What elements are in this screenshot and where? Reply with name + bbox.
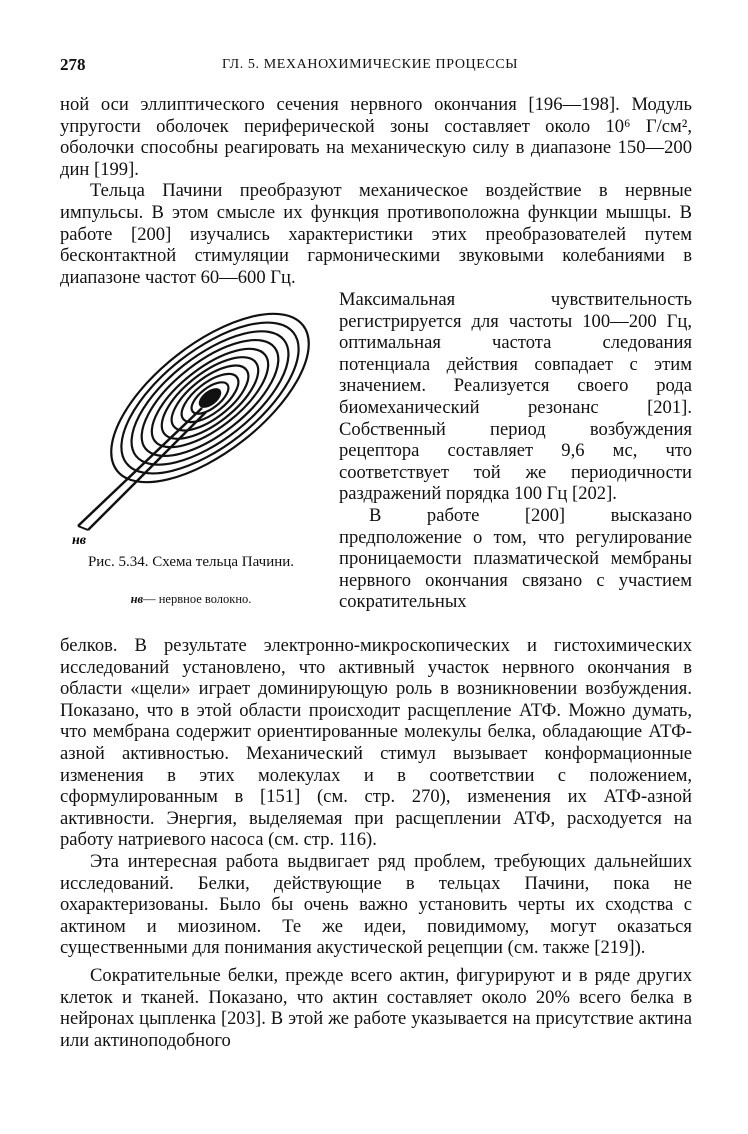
paragraph-3-continued: белков. В результате электронно-микроскопических и гистохимических исследований установлено, что активный участок нервного окончания в области «щели» играет доминирующую роль в возникновении возбуждения. Показано, что в этой области происходит расщепление АТФ. Можно думать, что мембрана содержит ориентированные молекулы белка, обладающие АТФ-азной активностью. Механический стимул вызывает конформационные изменения в этих молекулах и в соответствии с положением, сформулированным в [151] (см. стр. 270), изменения их АТФ-азной активности. Энергия, выделяемая при расщеплении АТФ, расходуется на работу натриевого насоса (см. стр. 116). [60, 635, 692, 851]
caption-abbr: нв [130, 592, 144, 606]
running-head: ГЛ. 5. МЕХАНОХИМИЧЕСКИЕ ПРОЦЕССЫ [222, 57, 519, 72]
figure-label-nerve: нв [72, 533, 87, 548]
paragraph-4: Эта интересная работа выдвигает ряд проблем, требующих дальнейших исследований. Белки, действующие в тельцах Пачини, пока не охарактеризованы. Было бы очень важно установить черты их сходства с актином и миозином. Те же идеи, повидимому, могут оказаться существенными для понимания акустической рецепции (см. также [219]). [60, 850, 692, 959]
figure-caption-note [60, 592, 322, 607]
body-text-bottom [60, 635, 692, 1051]
paragraph-1: ной оси эллиптического сечения нервного окончания [196—198]. Модуль упругости оболочек периферической зоны составляет около 10⁶ Г/см², оболочки способны реагировать на механическую силу в диапазоне 150—200 дин [199]. [60, 94, 692, 180]
page-number: 278 [60, 55, 86, 74]
figure-caption: Рис. 5.34. Схема тельца Пачини. [87, 554, 295, 570]
paragraph-2: Тельца Пачини преобразуют механическое воздействие в нервные импульсы. В этом смысле их функция противоположна функции мышцы. В работе [200] изучались характеристики этих преобразователей путем бесконтактной стимуляции гармоническими звуковыми колебаниями в диапазоне частот 60—600 Гц. [60, 180, 692, 288]
pacinian-corpuscle-diagram [70, 290, 320, 552]
wrap-paragraph-2: В работе [200] высказано предположение о том, что регулирование проницаемости плазматической мембраны нервного окончания связано с участием сократительных [339, 504, 692, 613]
wrap-text-column [339, 289, 692, 613]
caption-abbr-text: — нервное волокно. [143, 592, 252, 606]
page-header [60, 55, 692, 79]
paragraph-5: Сократительные белки, прежде всего актин, фигурируют и в ряде других клеток и тканей. Показано, что актин составляет около 20% всего белка в нейронах цыпленка [203]. В этой же работе указывается на присутствие актина или актиноподобного [60, 964, 692, 1051]
figure-pacinian-corpuscle [60, 290, 322, 612]
body-text-top [60, 94, 692, 288]
wrap-paragraph-1: Максимальная чувствительность регистрируется для частоты 100—200 Гц, оптимальная частота следования потенциала действия совпадает с этим значением. Реализуется своего рода биомеханический резонанс [201]. Собственный период возбуждения рецептора составляет 9,6 мс, что соответствует той же периодичности раздражений порядка 100 Гц [202]. [339, 289, 692, 505]
